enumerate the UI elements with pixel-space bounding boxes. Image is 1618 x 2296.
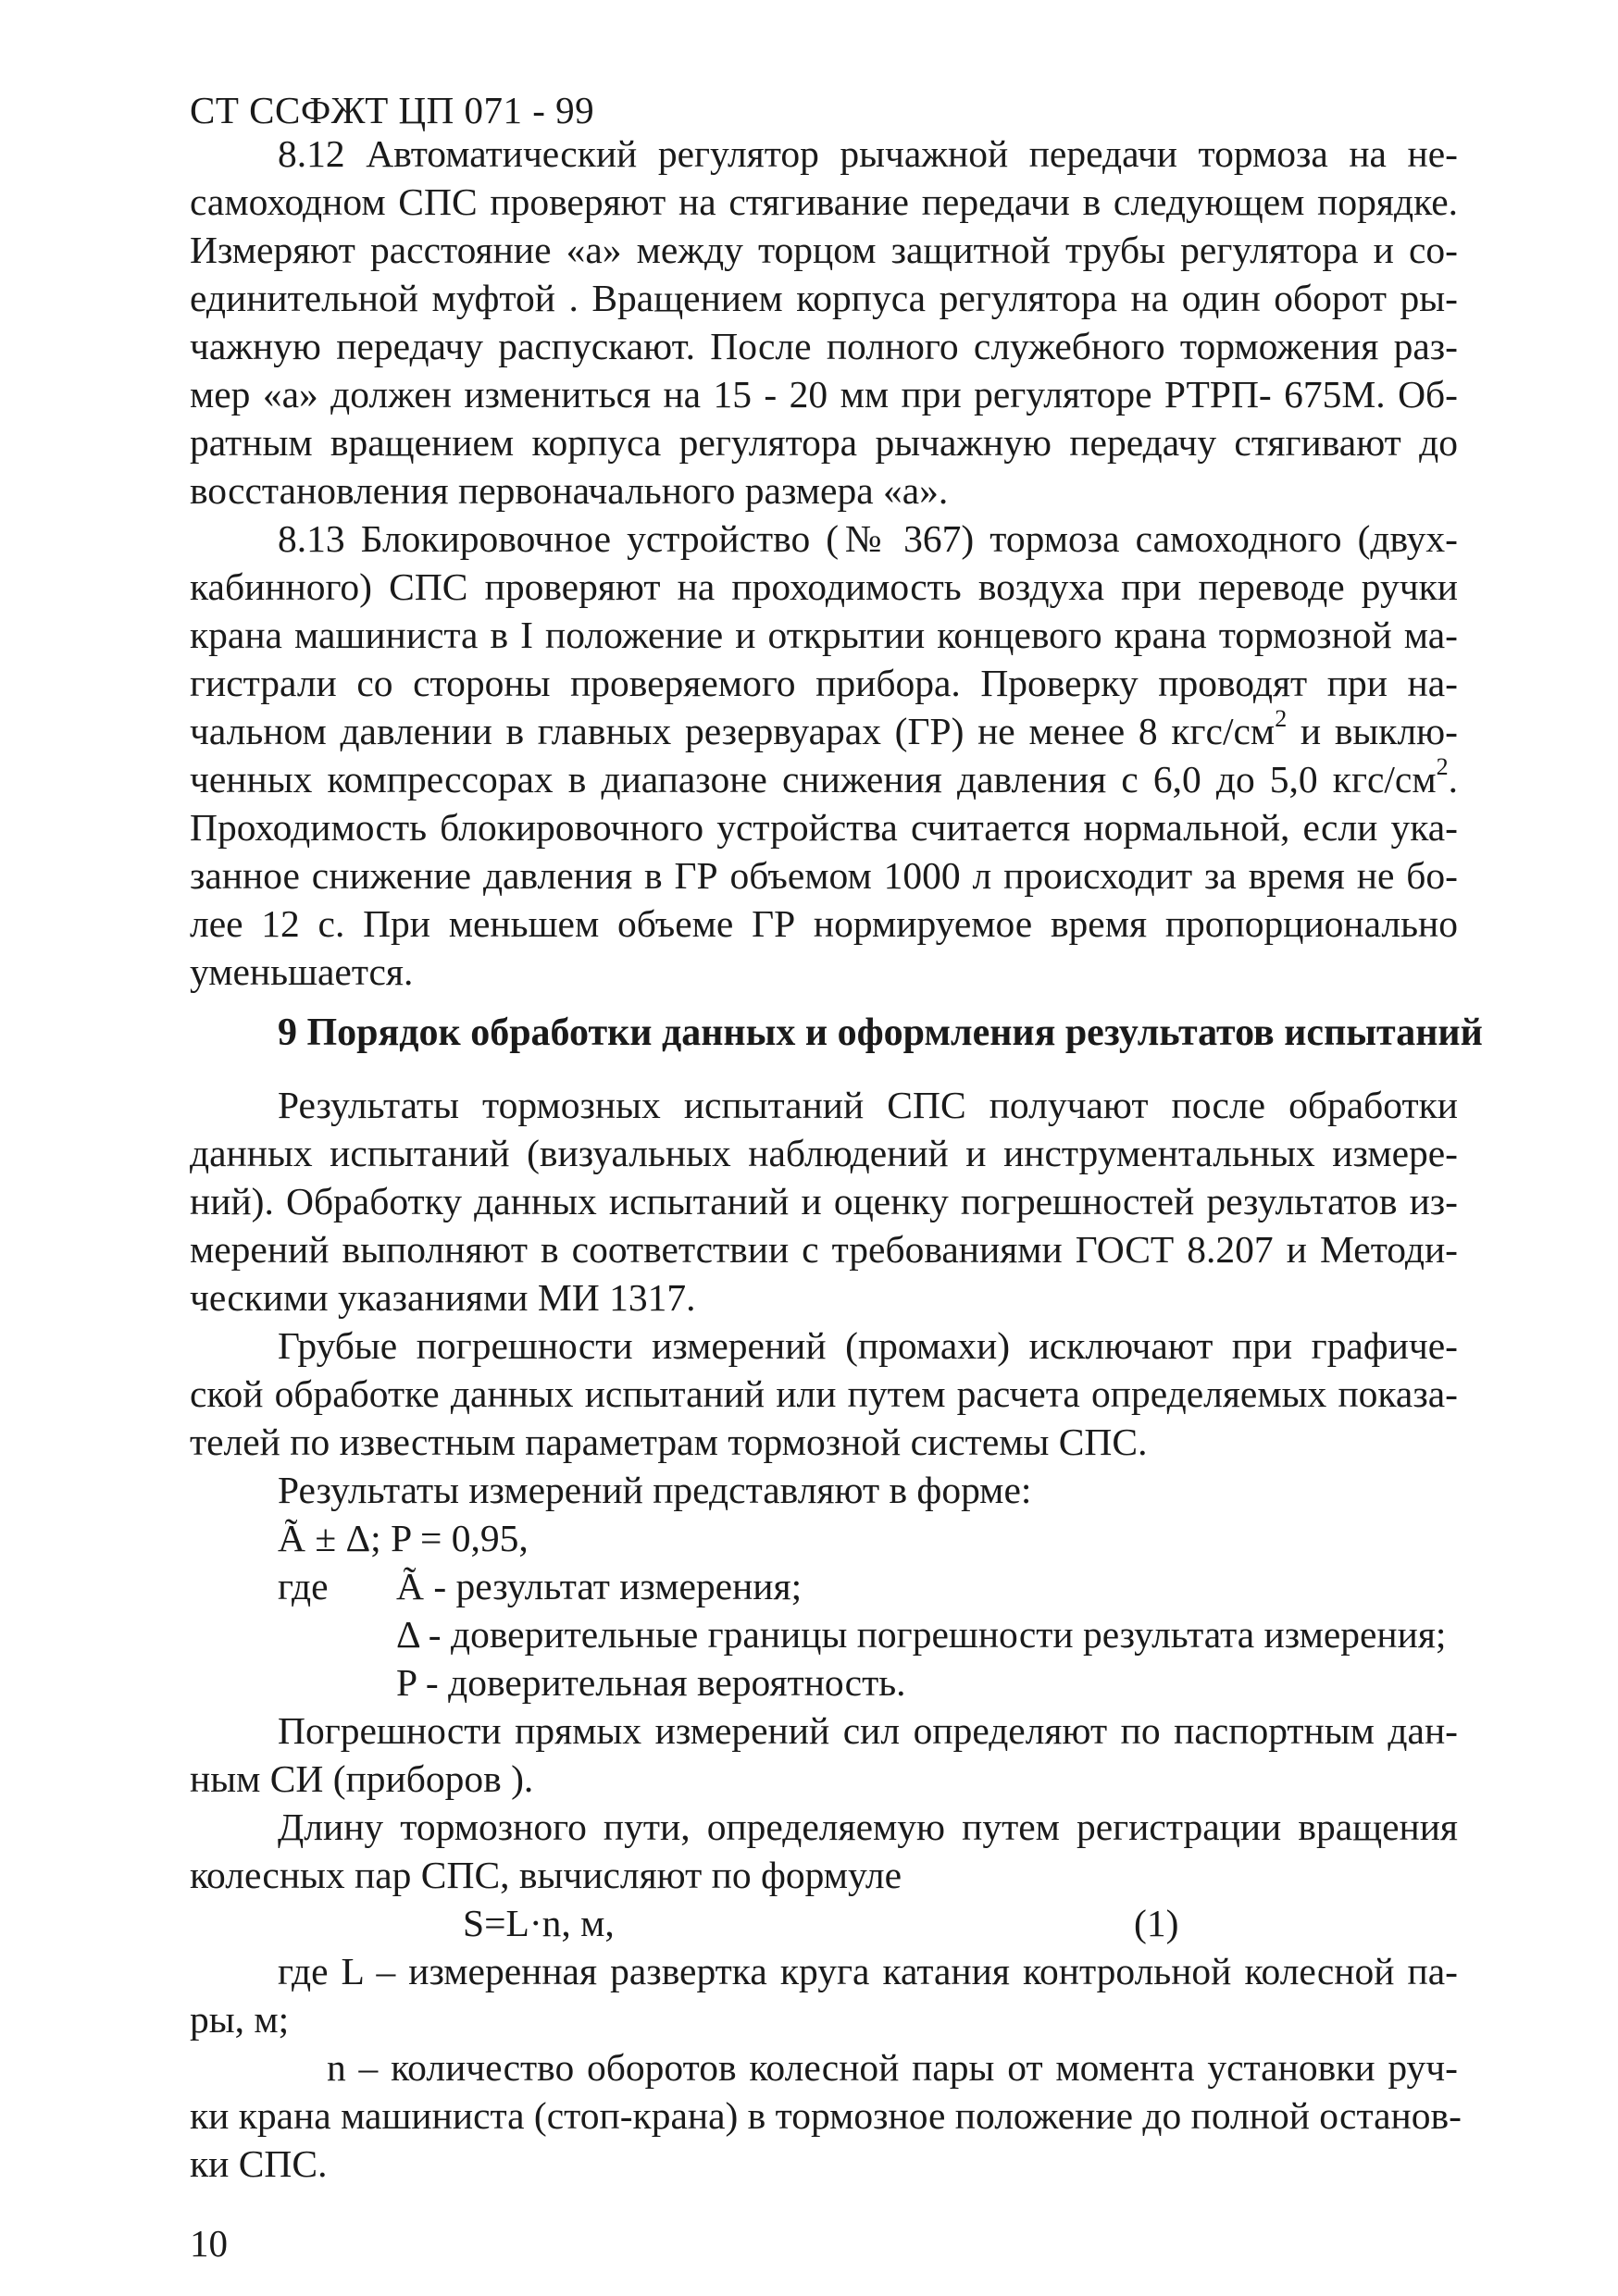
p813-line: крана машиниста в I положение и открытии концевого крана тормозной ма- bbox=[190, 614, 1458, 656]
p813-line bbox=[190, 707, 1458, 755]
section-heading: 9 Порядок обработки данных и оформления результатов испытаний bbox=[278, 1011, 1483, 1054]
page-number: 10 bbox=[190, 2222, 228, 2265]
where-n-line: ки крана машиниста (стоп-крана) в тормозное положение до полной останов- bbox=[190, 2094, 1462, 2137]
p813-line: кабинного) СПС проверяют на проходимость воздуха при переводе ручки bbox=[190, 565, 1458, 608]
document-header: СТ ССФЖТ ЦП 071 - 99 bbox=[190, 89, 595, 131]
s9-p4-line: ным СИ (приборов ). bbox=[190, 1757, 534, 1800]
formula-number: (1) bbox=[1134, 1902, 1179, 1944]
s9-p1-line: данных испытаний (визуальных наблюдений и инструментальных измере- bbox=[190, 1132, 1458, 1174]
definition-line: Δ - доверительные границы погрешности результата измерения; bbox=[396, 1613, 1447, 1656]
p813-text: и выклю- bbox=[1287, 710, 1459, 752]
p813-line: уменьшается. bbox=[190, 950, 414, 993]
p813-text: чальном давлении в главных резервуарах (ГР) не менее 8 кгс/см bbox=[190, 710, 1276, 752]
formula-main: Ã ± Δ; P = 0,95, bbox=[278, 1517, 529, 1559]
s9-p5-line: колесных пар СПС, вычисляют по формуле bbox=[190, 1854, 902, 1896]
p812-line: Измеряют расстояние «а» между торцом защитной трубы регулятора и со- bbox=[190, 229, 1458, 271]
superscript: 2 bbox=[1275, 705, 1288, 733]
s9-p1-line: мерений выполняют в соответствии с требованиями ГОСТ 8.207 и Методи- bbox=[190, 1228, 1458, 1271]
superscript: 2 bbox=[1436, 753, 1449, 781]
p813-line: Проходимость блокировочного устройства считается нормальной, если ука- bbox=[190, 806, 1458, 849]
s9-p1-line: ний). Обработку данных испытаний и оценку погрешностей результатов из- bbox=[190, 1180, 1458, 1222]
p813-line: гистрали со стороны проверяемого прибора. Проверку проводят при на- bbox=[190, 662, 1458, 704]
where-l-line: ры, м; bbox=[190, 1998, 290, 2041]
s9-p1-line: ческими указаниями МИ 1317. bbox=[190, 1276, 696, 1319]
p812-line: восстановления первоначального размера «а». bbox=[190, 469, 949, 512]
p812-line: 8.12 Автоматический регулятор рычажной передачи тормоза на не- bbox=[278, 132, 1458, 175]
s9-p4-line: Погрешности прямых измерений сил определяют по паспортным дан- bbox=[278, 1709, 1458, 1752]
s9-p2-line: телей по известным параметрам тормозной системы СПС. bbox=[190, 1421, 1148, 1463]
s9-p3-line: Результаты измерений представляют в форме: bbox=[278, 1469, 1032, 1511]
s9-p2-line: Грубые погрешности измерений (промахи) исключают при графиче- bbox=[278, 1324, 1458, 1367]
where-n-line: n – количество оборотов колесной пары от момента установки руч- bbox=[327, 2046, 1458, 2089]
p813-line: лее 12 с. При меньшем объеме ГР нормируемое время пропорционально bbox=[190, 902, 1458, 945]
where-word: где bbox=[278, 1565, 329, 1607]
p813-text: . bbox=[1448, 758, 1458, 800]
s9-p5-line: Длину тормозного пути, определяемую путем регистрации вращения bbox=[278, 1806, 1458, 1848]
where-n-line: ки СПС. bbox=[190, 2142, 328, 2185]
s9-p2-line: ской обработке данных испытаний или путем расчета определяемых показа- bbox=[190, 1372, 1458, 1415]
p813-line bbox=[190, 755, 1458, 803]
p812-line: самоходном СПС проверяют на стягивание передачи в следующем порядке. bbox=[190, 180, 1458, 223]
p813-line: занное снижение давления в ГР объемом 1000 л происходит за время не бо- bbox=[190, 854, 1458, 897]
formula-s: S=L·n, м, bbox=[463, 1902, 615, 1944]
where-l-line: где L – измеренная развертка круга катания контрольной колесной па- bbox=[278, 1950, 1458, 1992]
definition-line: Ã - результат измерения; bbox=[396, 1565, 803, 1607]
p813-text: ченных компрессорах в диапазоне снижения давления с 6,0 до 5,0 кгс/см bbox=[190, 758, 1437, 800]
p812-line: ратным вращением корпуса регулятора рычажную передачу стягивают до bbox=[190, 421, 1458, 464]
definition-line: P - доверительная вероятность. bbox=[396, 1661, 906, 1704]
p812-line: чажную передачу распускают. После полного служебного торможения раз- bbox=[190, 325, 1458, 367]
p812-line: единительной муфтой . Вращением корпуса регулятора на один оборот ры- bbox=[190, 277, 1458, 319]
p812-line: мер «а» должен измениться на 15 - 20 мм при регуляторе РТРП- 675М. Об- bbox=[190, 373, 1458, 416]
p813-line: 8.13 Блокировочное устройство (№ 367) тормоза самоходного (двух- bbox=[278, 517, 1458, 560]
s9-p1-line: Результаты тормозных испытаний СПС получают после обработки bbox=[278, 1084, 1458, 1126]
